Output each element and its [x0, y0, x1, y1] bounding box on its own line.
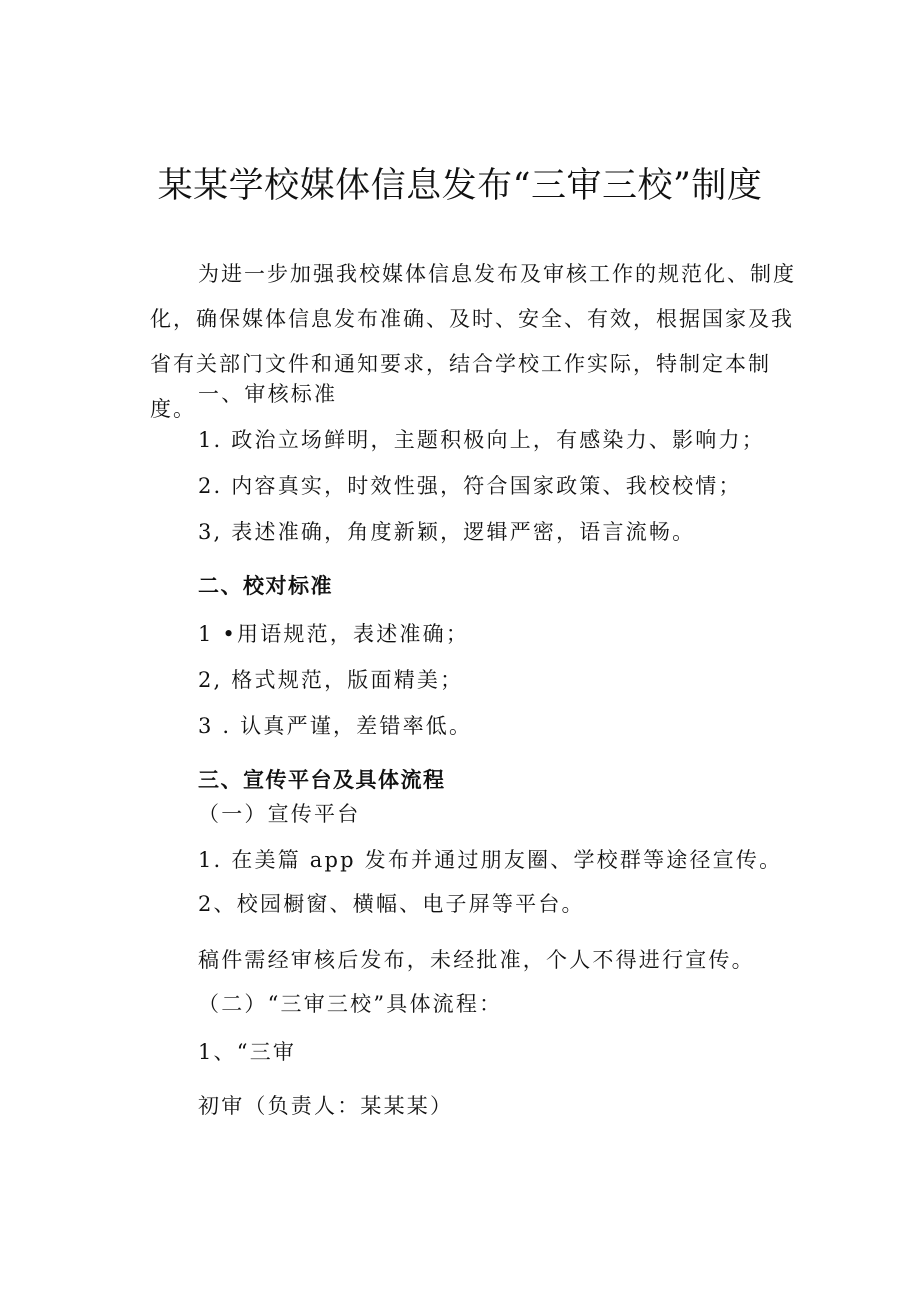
process-first-review: 初审（负责人：某某某） [198, 1094, 454, 1118]
section-heading-platforms-and-process: 三、宣传平台及具体流程 [198, 768, 446, 792]
platform-item: 2、校园橱窗、横幅、电子屏等平台。 [198, 892, 585, 916]
proofreading-standard-item: 3 . 认真严谨，差错率低。 [198, 714, 473, 738]
proofreading-standard-item: 2, 格式规范，版面精美； [198, 668, 464, 692]
section-heading-review-standards: 一、审核标准 [198, 382, 338, 406]
review-standard-item: 2. 内容真实，时效性强，符合国家政策、我校校情； [198, 474, 742, 498]
review-standard-item: 3, 表述准确，角度新颖，逻辑严密，语言流畅。 [198, 520, 696, 544]
intro-paragraph: 为进一步加强我校媒体信息发布及审核工作的规范化、制度化，确保媒体信息发布准确、及时、安全、有效，根据国家及我省有关部门文件和通知要求，结合学校工作实际，特制定本制度。 [150, 262, 796, 421]
publication-note: 稿件需经审核后发布，未经批准，个人不得进行宣传。 [198, 948, 755, 972]
proofreading-standard-item: 1 •用语规范，表述准确； [198, 622, 470, 646]
subsection-heading-process: （二）“三审三校”具体流程： [198, 992, 503, 1016]
platform-item: 1. 在美篇 app 发布并通过朋友圈、学校群等途径宣传。 [198, 848, 783, 872]
subsection-heading-platforms: （一）宣传平台 [198, 802, 361, 826]
review-standard-item: 1. 政治立场鲜明，主题积极向上，有感染力、影响力； [198, 428, 765, 452]
section-heading-proofreading-standards: 二、校对标准 [198, 574, 333, 598]
process-step: 1、“三审 [198, 1040, 297, 1064]
document-title: 某某学校媒体信息发布“三审三校”制度 [157, 166, 763, 206]
